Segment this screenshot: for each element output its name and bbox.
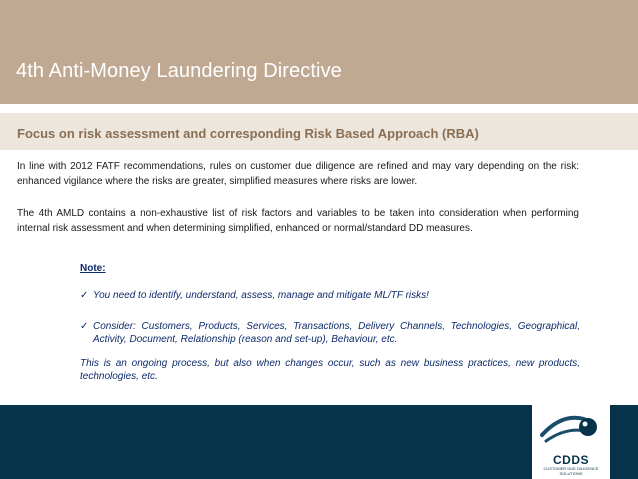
note-bullet bbox=[80, 289, 580, 302]
checkmark-icon: ✓ bbox=[80, 321, 89, 332]
body-paragraph-1: In line with 2012 FATF recommendations, rules on customer due diligence are refined and may vary depending on the risk: enhanced vigilance where the risks are greater, simplified measures where risks are lower. bbox=[17, 161, 579, 187]
slide-subtitle: Focus on risk assessment and corresponding Risk Based Approach (RBA) bbox=[17, 126, 479, 141]
slide-header bbox=[0, 0, 638, 104]
checkmark-icon: ✓ bbox=[80, 290, 89, 301]
note-bullet-text: Consider: Customers, Products, Services, Transactions, Delivery Channels, Technologies, Geographical, Activity, Document, Relationship (reason and set-up), Behaviour, etc. bbox=[93, 321, 580, 345]
logo-tagline: CUSTOMER DUE DILIGENCE SOLUTIONS bbox=[543, 466, 599, 476]
logo-name: CDDS bbox=[552, 453, 589, 467]
note-closing: This is an ongoing process, but also when changes occur, such as new business practices, new products, technologies, etc. bbox=[80, 358, 580, 382]
note-bullet-text: You need to identify, understand, assess, manage and mitigate ML/TF risks! bbox=[93, 290, 429, 301]
eye-icon bbox=[532, 405, 610, 453]
slide-title: 4th Anti-Money Laundering Directive bbox=[16, 60, 342, 82]
body-paragraph-2: The 4th AMLD contains a non-exhaustive list of risk factors and variables to be taken into consideration when performing internal risk assessment and when determining simplified, enhanced or normal/standard DD measures. bbox=[17, 208, 579, 234]
note-title: Note: bbox=[80, 263, 106, 274]
note-bullet bbox=[80, 320, 580, 346]
company-logo bbox=[532, 405, 610, 479]
